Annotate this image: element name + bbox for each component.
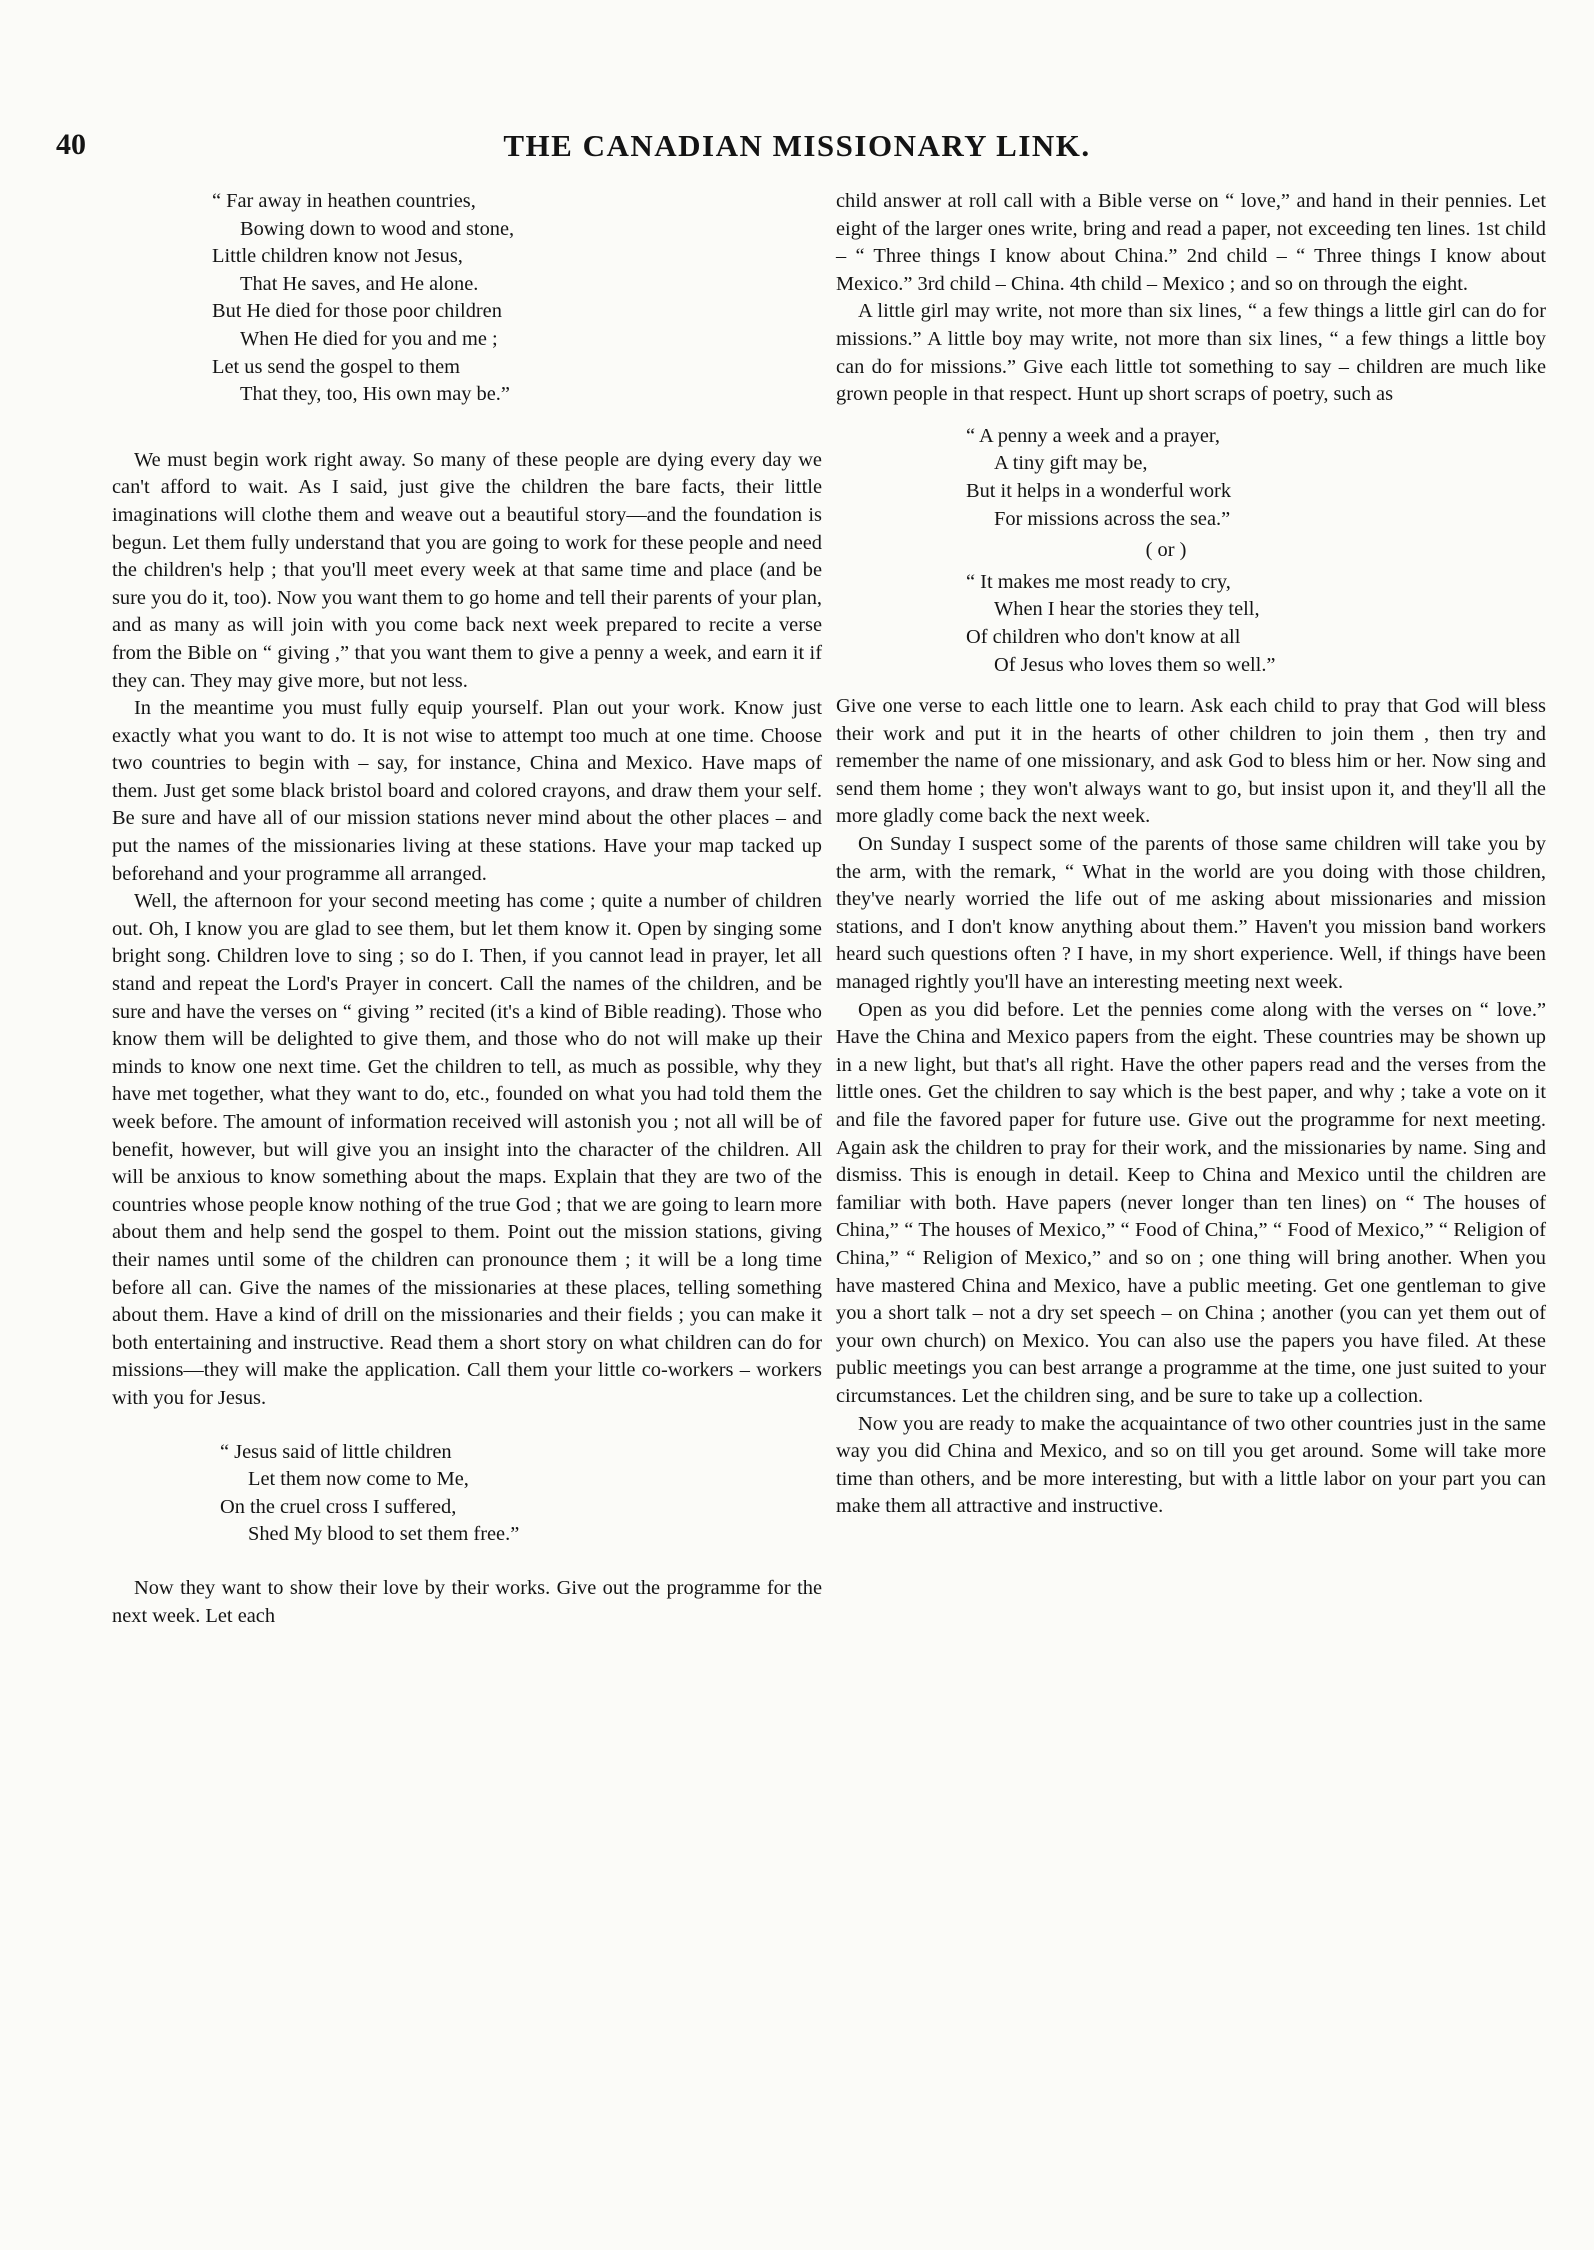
paragraph: Now they want to show their love by their works. Give out the programme for the next week. Let each: [112, 1576, 822, 1627]
poem-line: When He died for you and me ;: [240, 327, 498, 350]
poem-line: “ A penny a week and a prayer,: [966, 424, 1220, 447]
paragraph: Now you are ready to make the acquaintance of two other countries just in the same way you did China and Mexico, and so on till you get around. Some will take more time than others, and be more interesting, but with a little labor on your part you can make them all attractive and instructive.: [836, 1412, 1546, 1518]
poem-line: Shed My blood to set them free.”: [248, 1523, 520, 1546]
paragraph: A little girl may write, not more than six lines, “ a few things a little girl can do for missions.” A little boy may write, not more than six lines, “ a few things a little boy can do for missions.” Give each little tot something to say – children are much like grown people in that respect. Hunt up short scraps of poetry, such as: [836, 300, 1546, 406]
paragraph: On Sunday I suspect some of the parents of those same children will take you by the arm, with the remark, “ What in the world are you doing with those children, they've nearly worried the life out of me asking about missionaries and mission stations, and I don't know anything about them.” Haven't you mission band workers heard such questions often ? I have, in my short experience. Well, if things have been managed rightly you'll have an interesting meeting next week.: [836, 833, 1546, 994]
poem-line: On the cruel cross I suffered,: [220, 1495, 457, 1518]
poem-line: “ Far away in heathen countries,: [212, 190, 476, 212]
paragraph: Open as you did before. Let the pennies come along with the verses on “ love.” Have the China and Mexico papers from the eight. These countries may be shown up in a new light, but that's all right. Have the other papers read and the verses from the little ones. Get the children to say which is the best paper, and why ; take a vote on it and file the favored paper for future use. Give out the programme for next meeting. Again ask the children to pray for their work, and the missionaries by name. Sing and dismiss. This is enough in detail. Keep to China and Mexico until the children are familiar with both. Have papers (never longer than ten lines) on “ The houses of China,” “ The houses of Mexico,” “ Food of China,” “ Food of Mexico,” “ Religion of China,” “ Religion of Mexico,” and so on ; one thing will bring another. When you have mastered China and Mexico, have a public meeting. Get one gentleman to give you a short talk – not a dry set speech – on China ; another (you can yet them out of your own church) on Mexico. You can also use the papers you have filed. At these public meetings you can best arrange a programme at the time, one just suited to your circumstances. Let the children sing, and be sure to take up a collection.: [836, 998, 1546, 1407]
paragraph: In the meantime you must fully equip yourself. Plan out your work. Know just exactly what you want to do. It is not wise to attempt too much at one time. Choose two countries to begin with – say, for instance, China and Mexico. Have maps of them. Just get some black bristol board and colored crayons, and draw them your self. Be sure and have all of our mission stations never mind about the other places – and put the names of the missionaries living at these stations. Have your map tacked up beforehand and your programme all arranged.: [112, 697, 822, 885]
poem-line: Bowing down to wood and stone,: [240, 217, 515, 240]
or-separator: ( or ): [1145, 539, 1187, 562]
running-title: THE CANADIAN MISSIONARY LINK.: [503, 128, 1091, 163]
right-column: [836, 188, 1546, 1521]
paragraph: child answer at roll call with a Bible verse on “ love,” and hand in their pennies. Let eight of the larger ones write, bring and read a paper, not exceeding ten lines. 1st child – “ Three things I know about China.” 2nd child – “ Three things I know about Mexico.” 3rd child – China. 4th child – Mexico ; and so on through the eight.: [836, 190, 1546, 295]
poem-line: “ Jesus said of little children: [220, 1440, 452, 1463]
poem-line: Of children who don't know at all: [966, 625, 1241, 648]
poem-line: Let them now come to Me,: [248, 1468, 469, 1491]
paragraph: Well, the afternoon for your second meeting has come ; quite a number of children out. Oh, I know you are glad to see them, but let them know it. Open by singing some bright song. Children love to sing ; so do I. Then, if you cannot lead in prayer, let all stand and repeat the Lord's Prayer in concert. Call the names of the children, and be sure and have the verses on “ giving ” recited (it's a kind of Bible reading). Those who know them will be delighted to give them, and those who do not will make up their minds to know one next time. Get the children to tell, as much as possible, why they have met together, what they want to do, etc., founded on what you had told them the week before. The amount of information received will astonish you ; not all will be of benefit, however, but will give you an insight into the character of the children. All will be anxious to know something about the maps. Explain that they are two of the countries whose people know nothing of the true God ; that we are going to learn more about them and help send the gospel to them. Point out the mission stations, giving their names until some of the children can pronounce them ; it will be a long time before all can. Give the names of the missionaries at these places, telling something about them. Have a kind of drill on the missionaries and their fields ; you can make it both entertaining and instructive. Read them a short story on what children can do for missions—they will make the application. Call them your little co-workers – workers with you for Jesus.: [112, 890, 822, 1409]
poem-jesus-said: [220, 1439, 822, 1549]
poem-line: A tiny gift may be,: [994, 452, 1148, 475]
page-number: 40: [56, 128, 86, 161]
poem-ready-to-cry: [966, 569, 1546, 679]
paragraph: We must begin work right away. So many of these people are dying every day we can't afford to wait. As I said, just give the children the bare facts, their little imaginations will clothe them and weave out a beautiful story—and the foundation is begun. Let them fully understand that you are going to work for these people and need the children's help ; that you'll meet every week at that same time and place (and be sure you do it, too). Now you want them to go home and tell their parents of your plan, and as many as will join with you come back next week prepared to recite a verse from the Bible on “ giving ,” that you want them to give a penny a week, and earn it if they can. They may give more, but not less.: [112, 448, 822, 692]
poem-far-away: [212, 188, 822, 409]
poem-separator: [966, 533, 1366, 569]
poem-line: For missions across the sea.”: [994, 507, 1231, 530]
left-column: [112, 188, 822, 1630]
poem-line: Of Jesus who loves them so well.”: [994, 653, 1276, 676]
paragraph: Give one verse to each little one to learn. Ask each child to pray that God will bless their work and put it in the hearts of other children to join them , then try and remember the name of one missionary, and ask God to bless him or her. Now sing and send them home ; they won't always want to go, but insist upon it, and they'll all the more gladly come back the next week.: [836, 695, 1546, 828]
poem-line: But it helps in a wonderful work: [966, 479, 1232, 502]
poem-line: That He saves, and He alone.: [240, 272, 479, 295]
poem-line: Let us send the gospel to them: [212, 355, 461, 378]
page-header: [48, 128, 1546, 172]
poem-line: “ It makes me most ready to cry,: [966, 570, 1231, 593]
poem-line: When I hear the stories they tell,: [994, 598, 1260, 621]
poem-penny-a-week: [966, 423, 1546, 533]
poem-line: That they, too, His own may be.”: [240, 383, 510, 406]
poem-line: Little children know not Jesus,: [212, 245, 463, 268]
poem-line: But He died for those poor children: [212, 300, 502, 323]
